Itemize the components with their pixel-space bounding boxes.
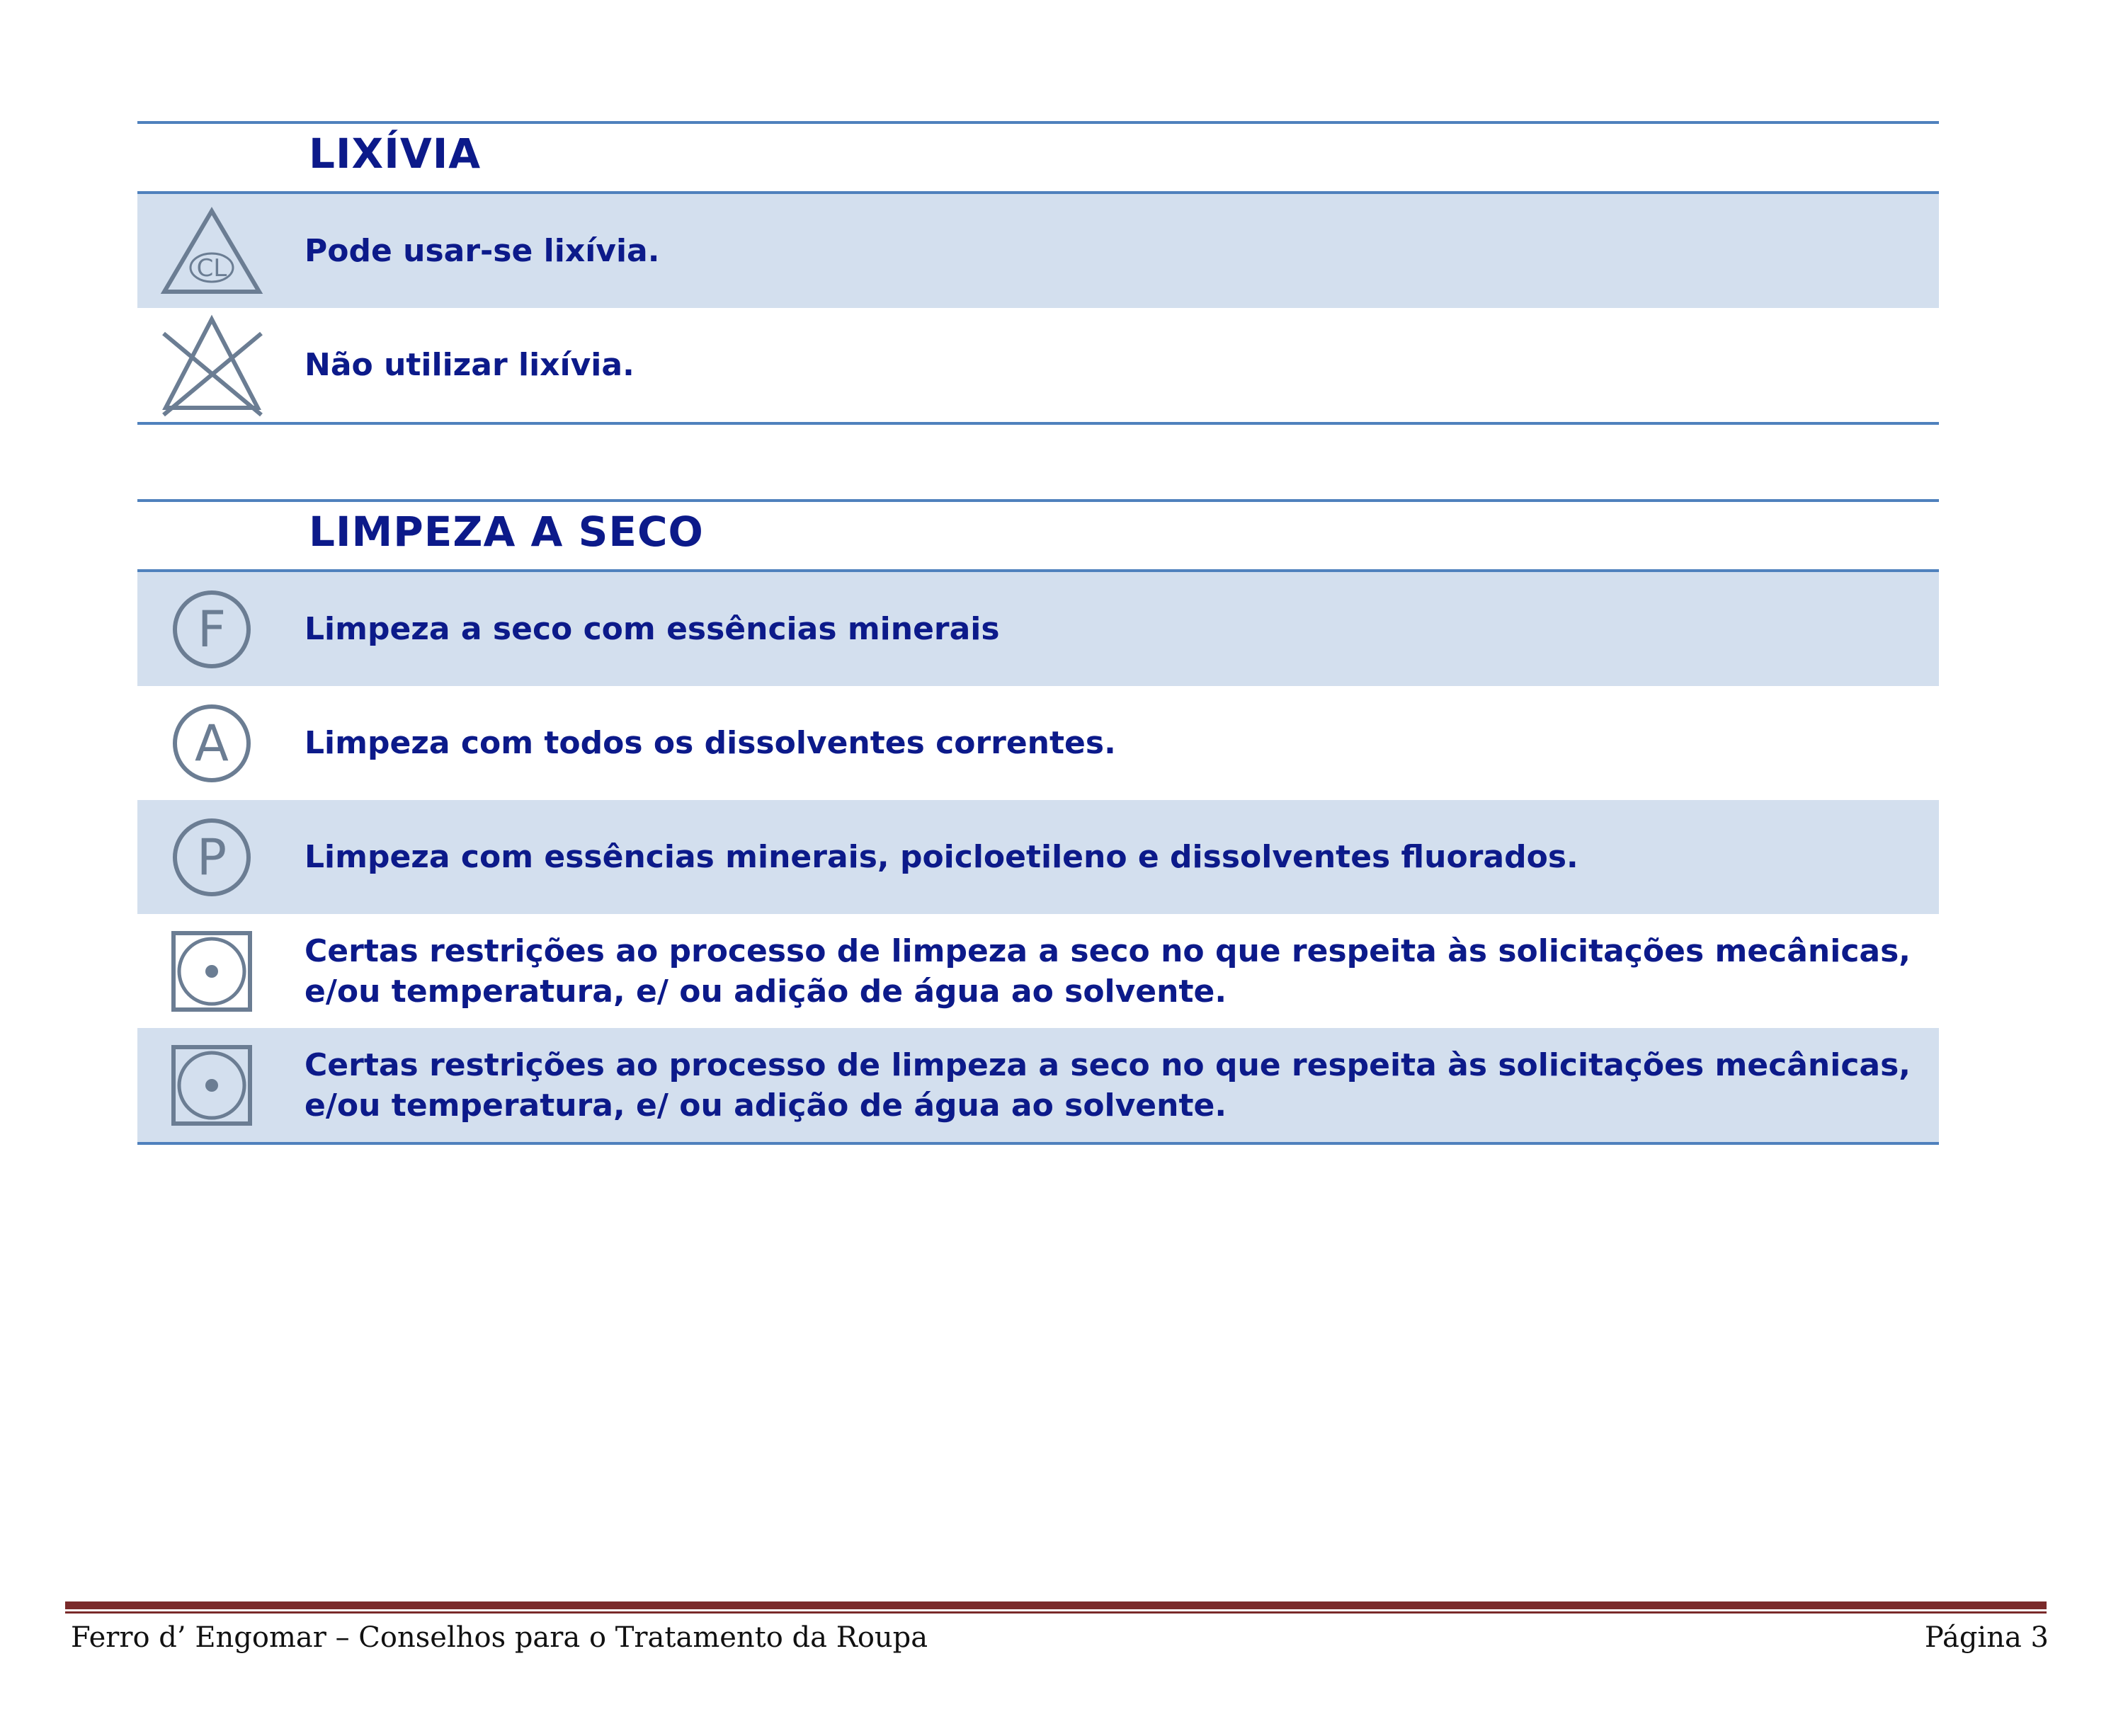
dry-clean-section bbox=[137, 499, 1939, 1145]
svg-text:P: P bbox=[196, 828, 227, 886]
row-text: Certas restrições ao processo de limpeza a seco no que respeita às solicitações mecânicas, e/ou temperatura, e/ ou adição de água ao solvente. bbox=[305, 932, 1911, 1010]
table-row bbox=[137, 1028, 1939, 1142]
no-bleach-icon bbox=[137, 308, 286, 422]
row-text: Certas restrições ao processo de limpeza a seco no que respeita às solicitações mecânicas, e/ou temperatura, e/ ou adição de água ao solvente. bbox=[305, 1046, 1911, 1124]
table-row bbox=[137, 800, 1939, 914]
table-row bbox=[137, 194, 1939, 308]
svg-text:A: A bbox=[195, 714, 229, 772]
table-row bbox=[137, 572, 1939, 686]
footer-title: Ferro d’ Engomar – Conselhos para o Tratamento da Roupa bbox=[71, 1621, 928, 1654]
svg-text:F: F bbox=[197, 600, 227, 658]
section-title: LIXÍVIA bbox=[309, 130, 482, 178]
table-row bbox=[137, 308, 1939, 422]
row-text: Limpeza com todos os dissolventes correntes. bbox=[305, 725, 1116, 761]
bleach-allowed-icon bbox=[137, 194, 286, 308]
footer-divider bbox=[65, 1601, 2047, 1614]
dry-clean-a-icon bbox=[137, 686, 286, 800]
tumble-restriction-icon bbox=[137, 914, 286, 1028]
dry-clean-f-icon bbox=[137, 572, 286, 686]
row-text: Limpeza com essências minerais, poicloetileno e dissolventes fluorados. bbox=[305, 839, 1578, 875]
section-header bbox=[137, 124, 1939, 194]
row-text: Pode usar-se lixívia. bbox=[305, 233, 660, 269]
svg-text:CL: CL bbox=[196, 253, 227, 282]
dry-clean-p-icon bbox=[137, 800, 286, 914]
page-number: Página 3 bbox=[1924, 1621, 2049, 1654]
row-text: Não utilizar lixívia. bbox=[305, 347, 635, 383]
section-header bbox=[137, 502, 1939, 572]
tumble-restriction-icon bbox=[137, 1028, 286, 1142]
table-row bbox=[137, 686, 1939, 800]
bleach-section bbox=[137, 121, 1939, 425]
row-text: Limpeza a seco com essências minerais bbox=[305, 611, 1000, 647]
section-title: LIMPEZA A SECO bbox=[309, 508, 704, 556]
table-row bbox=[137, 914, 1939, 1028]
